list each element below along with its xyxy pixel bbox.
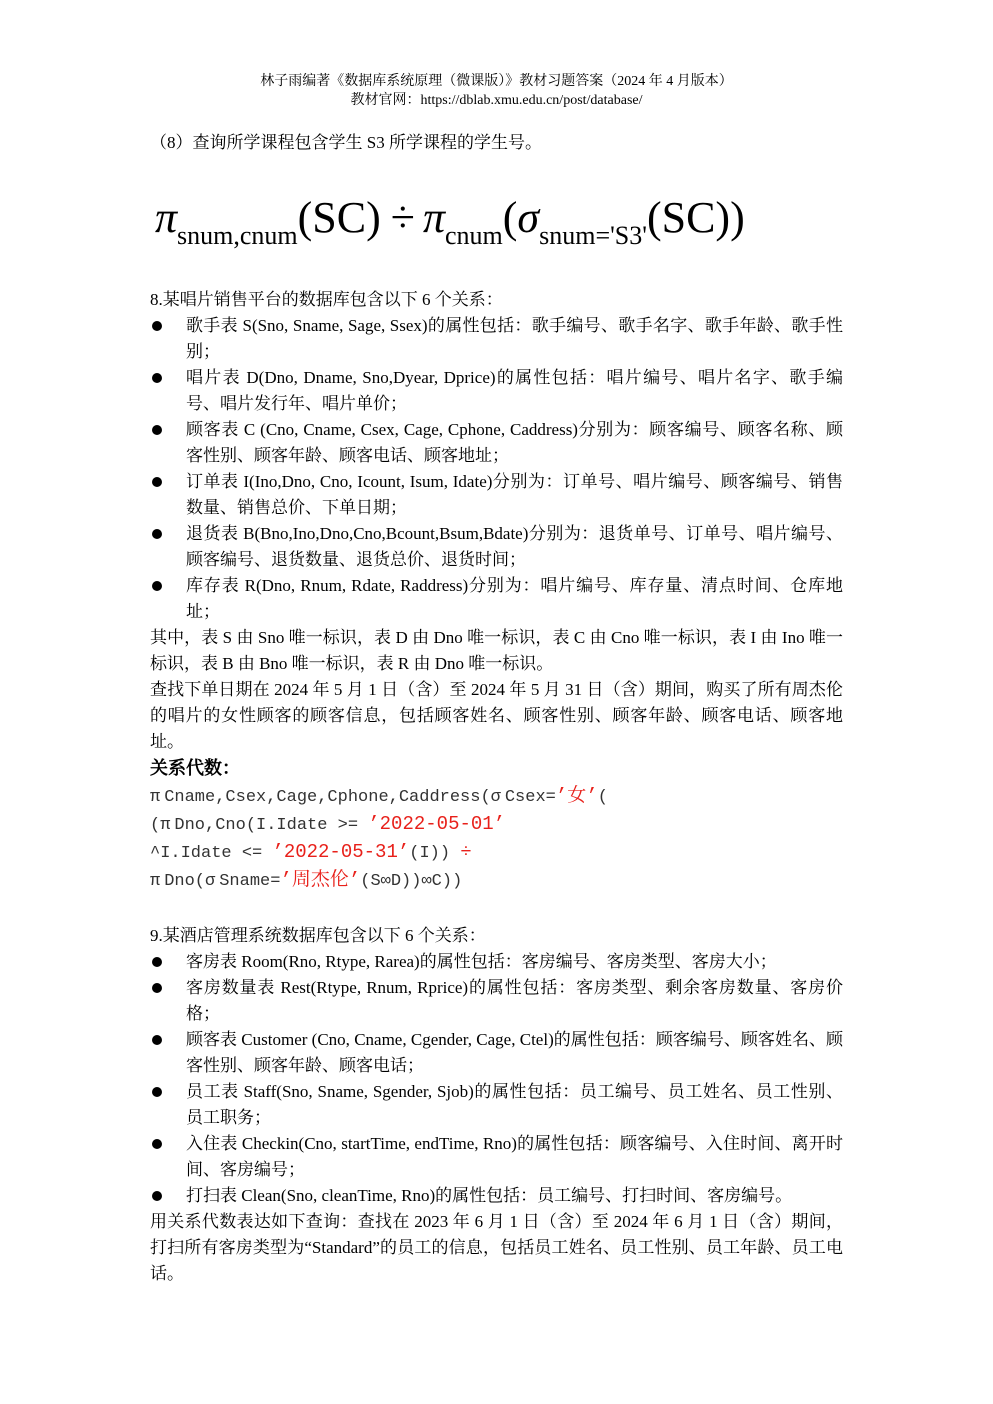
algebra-segment: Dno( [164,872,206,891]
list-item [150,573,843,625]
algebra-segment: σ [490,788,501,807]
bullet-icon [152,477,162,487]
bullet-icon [152,1087,162,1097]
list-item-text: 入住表 Checkin(Cno, startTime, endTime, Rno)的属性包括：顾客编号、入住时间、离开时间、客房编号； [186,1134,843,1179]
bullet-icon [152,581,162,591]
list-item-text: 退货表 B(Bno,Ino,Dno,Cno,Bcount,Bsum,Bdate)分别为：退货单号、订单号、唱片编号、顾客编号、退货数量、退货总价、退货时间； [186,524,843,569]
list-item-text: 唱片表 D(Dno, Dname, Sno,Dyear, Dprice)的属性包括：唱片编号、唱片名字、歌手编号、唱片发行年、唱片单价； [186,368,843,413]
list-item-text: 打扫表 Clean(Sno, cleanTime, Rno)的属性包括：员工编号、打扫时间、客房编号。 [186,1186,793,1205]
algebra-segment: π [150,788,161,807]
list-item-text: 歌手表 S(Sno, Sname, Sage, Ssex)的属性包括：歌手编号、歌手名字、歌手年龄、歌手性别； [186,316,843,361]
section-8-keys-note: 其中，表 S 由 Sno 唯一标识，表 D 由 Dno 唯一标识，表 C 由 Cno 唯一标识，表 I 由 Ino 唯一标识，表 B 由 Bno 唯一标识，表 R 由 Dno 唯一标识。 [150,628,843,673]
algebra-segment: ^I.Idate <= [150,844,273,863]
algebra-segment: ( [150,816,161,835]
algebra-segment: Cname,Csex,Cage,Cphone,Caddress( [164,788,491,807]
algebra-segment: π [160,816,171,835]
algebra-line-2 [150,811,843,839]
section-9-relation-list [150,949,843,1209]
algebra-block [150,783,843,895]
bullet-icon [152,1191,162,1201]
formula-sub-3: snum='S3' [539,221,647,250]
algebra-line-1 [150,783,843,811]
header-title: 林子雨编著《数据库系统原理（微课版）》教材习题答案（2024 年 4 月版本） [260,74,733,89]
formula-arg-2: (SC)) [646,193,745,242]
algebra-highlight: ’2022-05-01’ [368,813,506,835]
algebra-segment: (S∞D))∞C)) [360,872,463,891]
formula-sigma: σ [517,193,540,242]
list-item [150,975,843,1027]
list-item-text: 库存表 R(Dno, Rnum, Rdate, Raddress)分别为：唱片编号、库存量、清点时间、仓库地址； [186,576,843,621]
algebra-segment: Sname= [219,872,281,891]
section-8-relation-list [150,313,843,625]
algebra-divide-operator: ÷ [460,841,472,863]
list-item-text: 订单表 I(Ino,Dno, Cno, Icount, Isum, Idate)分别为：订单号、唱片编号、顾客编号、销售数量、销售总价、下单日期； [186,472,843,517]
bullet-icon [152,321,162,331]
algebra-title: 关系代数： [150,758,240,779]
list-item [150,1183,843,1209]
list-item [150,1131,843,1183]
header-website: 教材官网：https://dblab.xmu.edu.cn/post/database/ [350,93,643,108]
bullet-icon [152,957,162,967]
algebra-segment: σ [205,872,216,891]
section-8-query: 查找下单日期在 2024 年 5 月 1 日（含）至 2024 年 5 月 31 日（含）期间，购买了所有周杰伦的唱片的女性顾客的顾客信息，包括顾客姓名、顾客性别、顾客年龄、顾客电话、顾客地址。 [150,680,843,751]
list-item [150,1027,843,1079]
formula-sub-1: snum,cnum [177,221,298,250]
page-header [0,72,993,110]
list-item-text: 员工表 Staff(Sno, Sname, Sgender, Sjob)的属性包括：员工编号、员工姓名、员工性别、员工职务； [186,1082,843,1127]
list-item [150,949,843,975]
section-9 [150,923,843,1287]
algebra-line-4 [150,867,843,895]
list-item-text: 客房数量表 Rest(Rtype, Rnum, Rprice)的属性包括：客房类型、剩余客房数量、客房价格； [186,978,843,1023]
list-item [150,469,843,521]
formula-open-paren: ( [502,193,518,242]
formula-arg-1: (SC) [297,193,381,242]
bullet-icon [152,983,162,993]
section-8-heading: 8.某唱片销售平台的数据库包含以下 6 个关系： [150,290,503,309]
list-item [150,365,843,417]
algebra-segment: π [150,872,161,891]
list-item-text: 客房表 Room(Rno, Rtype, Rarea)的属性包括：客房编号、客房类型、客房大小； [186,952,777,971]
algebra-segment: Csex= [504,788,556,807]
list-item-text: 顾客表 C (Cno, Cname, Csex, Cage, Cphone, Caddress)分别为：顾客编号、顾客名称、顾客性别、顾客年龄、顾客电话、顾客地址； [186,420,843,465]
main-content [150,130,843,1287]
section-9-query: 用关系代数表达如下查询：查找在 2023 年 6 月 1 日（含）至 2024 年 6 月 1 日（含）期间，打扫所有客房类型为“Standard”的员工的信息，包括员工姓名、员工性别、员工年龄、员工电话。 [150,1212,843,1283]
formula-divide: ÷ [390,193,415,242]
algebra-line-3 [150,839,843,867]
list-item-text: 顾客表 Customer (Cno, Cname, Cgender, Cage, Ctel)的属性包括：顾客编号、顾客姓名、顾客性别、顾客年龄、顾客电话； [186,1030,843,1075]
list-item [150,1079,843,1131]
algebra-highlight: ’2022-05-31’ [272,841,410,863]
formula-pi-1: π [155,193,178,242]
list-item [150,313,843,365]
section-9-heading: 9.某酒店管理系统数据库包含以下 6 个关系： [150,926,486,945]
section-8 [150,287,843,895]
list-item [150,417,843,469]
algebra-highlight: ’女’ [555,785,598,807]
bullet-icon [152,373,162,383]
formula-sub-2: cnum [444,221,503,250]
formula-pi-2: π [422,193,445,242]
bullet-icon [152,425,162,435]
algebra-segment: Dno,Cno(I.Idate >= [174,816,369,835]
list-item [150,521,843,573]
algebra-segment: (I)) [409,844,461,863]
bullet-icon [152,1035,162,1045]
bullet-icon [152,529,162,539]
algebra-segment: ( [597,788,608,807]
question-8-text: （8）查询所学课程包含学生 S3 所学课程的学生号。 [150,133,542,152]
algebra-highlight: ’周杰伦’ [280,869,361,891]
division-formula [150,178,843,258]
bullet-icon [152,1139,162,1149]
